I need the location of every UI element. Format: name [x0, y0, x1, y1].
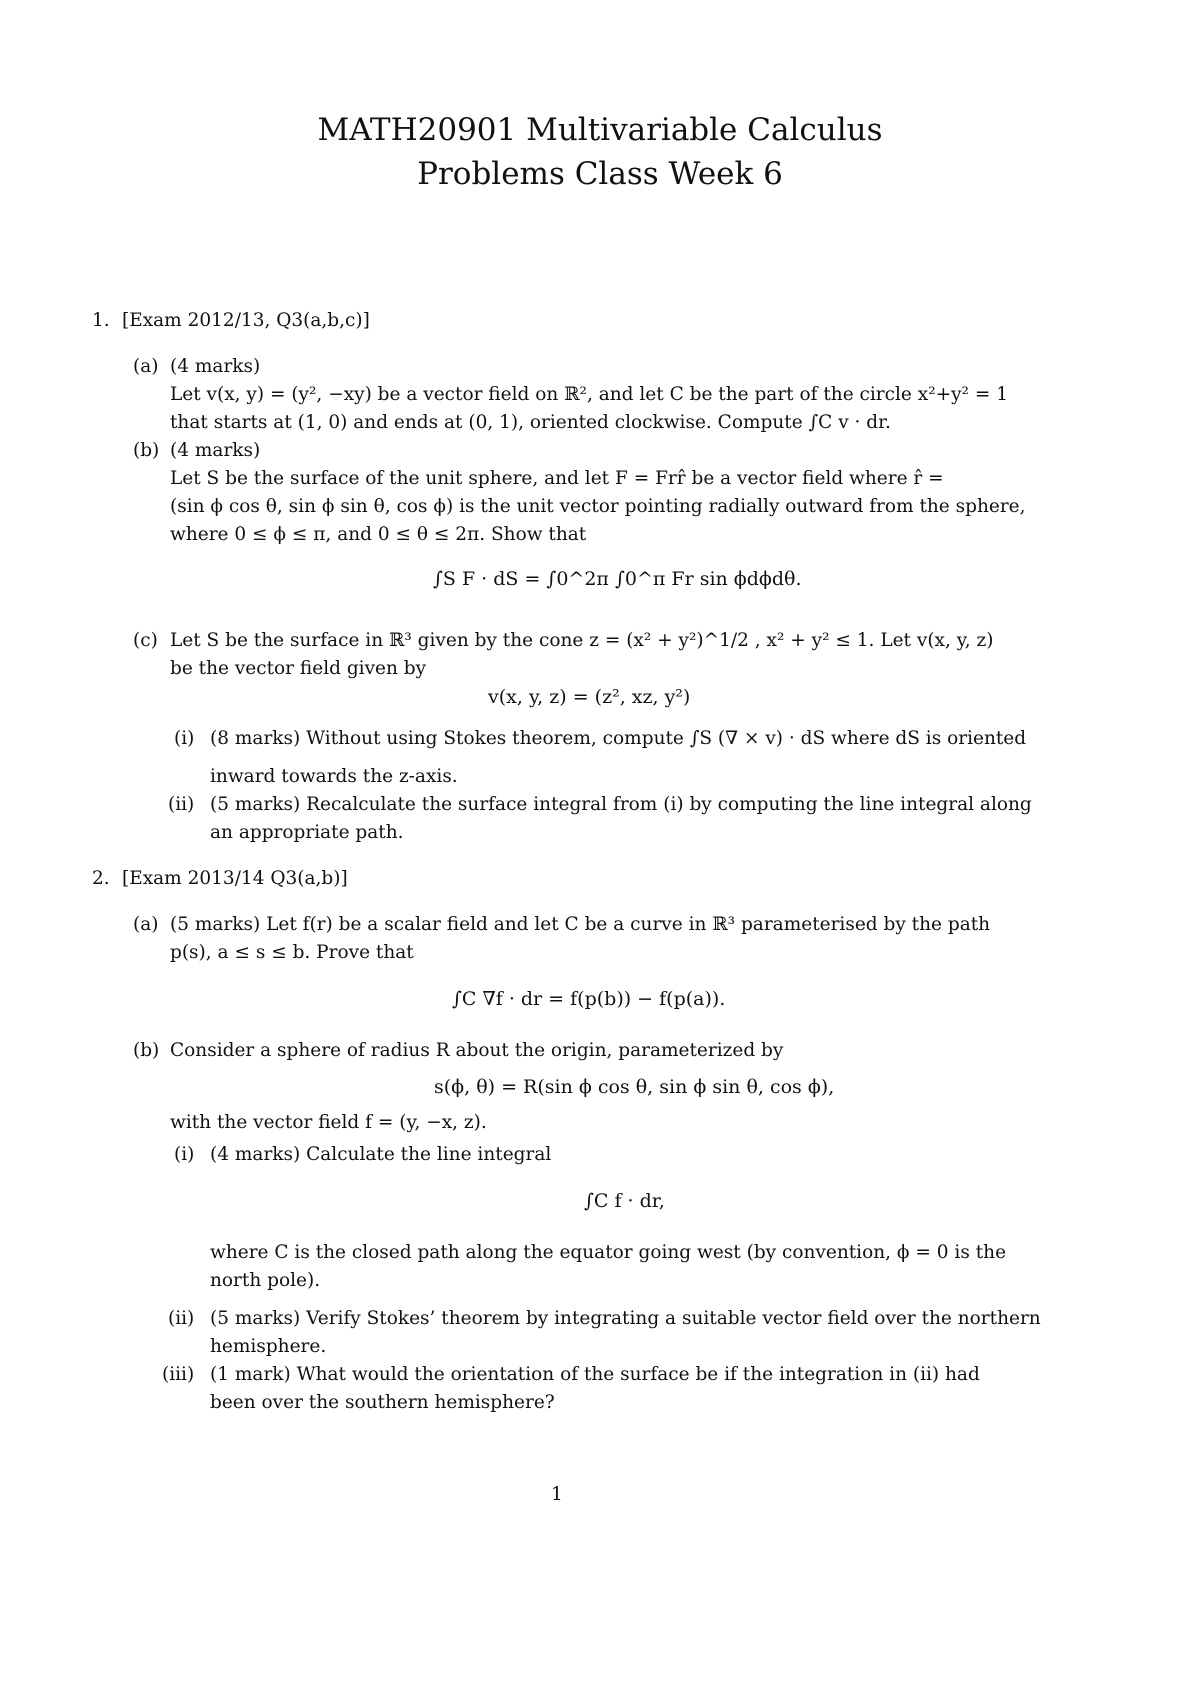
q1ci-label: (i) — [174, 728, 195, 749]
q1c-label: (c) — [133, 630, 158, 651]
q2bi-line-2: where C is the closed path along the equator going west (by convention, ϕ = 0 is the — [210, 1242, 1007, 1263]
q2bi-equation: ∫C f · dr, — [584, 1190, 665, 1212]
q1b-label: (b) — [133, 440, 160, 461]
document-title — [0, 112, 1200, 148]
q2bii-label: (ii) — [168, 1308, 195, 1329]
q1a-marks: (4 marks) — [170, 356, 261, 377]
q1-number: 1. — [92, 310, 110, 331]
q1c-line-2: be the vector field given by — [170, 658, 427, 679]
q1cii-line-1: (5 marks) Recalculate the surface integral from (i) by computing the line integral along — [210, 794, 1032, 815]
q2biii-line-2: been over the southern hemisphere? — [210, 1392, 555, 1413]
q1-header: [Exam 2012/13, Q3(a,b,c)] — [122, 310, 370, 331]
title-line-1: MATH20901 Multivariable Calculus — [317, 112, 883, 148]
q2-header: [Exam 2013/14 Q3(a,b)] — [122, 868, 348, 889]
q2biii-line-1: (1 mark) What would the orientation of the surface be if the integration in (ii) had — [210, 1364, 980, 1385]
q2bi-line-1: (4 marks) Calculate the line integral — [210, 1144, 552, 1165]
q1a-line-1-text: Let v(x, y) = (y², −xy) be a vector field on ℝ², and let C be the part of the circle x²+y² = 1 — [170, 384, 1009, 405]
q1ci-line-2: inward towards the z-axis. — [210, 766, 458, 787]
q1ci-line-1: (8 marks) Without using Stokes theorem, compute ∫S (∇ × v) · dS where dS is oriented — [210, 728, 1027, 749]
q1b-line-3: where 0 ≤ ϕ ≤ π, and 0 ≤ θ ≤ 2π. Show that — [170, 524, 587, 545]
q2b-equation: s(ϕ, θ) = R(sin ϕ cos θ, sin ϕ sin θ, cos ϕ), — [434, 1076, 835, 1098]
q1b-line-1: Let S be the surface of the unit sphere, and let F = Frr̂ be a vector field where r̂ = — [170, 468, 944, 489]
q1a-line-1 — [170, 386, 1042, 405]
q1b-equation: ∫S F · dS = ∫0^2π ∫0^π Fr sin ϕdϕdθ. — [433, 568, 802, 590]
q1a-line-2: that starts at (1, 0) and ends at (0, 1), oriented clockwise. Compute ∫C v · dr. — [170, 412, 891, 433]
document-subtitle — [0, 156, 1200, 192]
q1b-line-2: (sin ϕ cos θ, sin ϕ sin θ, cos ϕ) is the unit vector pointing radially outward from the sphere, — [170, 496, 1026, 517]
q2a-line-2: p(s), a ≤ s ≤ b. Prove that — [170, 942, 414, 963]
page-number: 1 — [551, 1484, 563, 1505]
q1b-marks: (4 marks) — [170, 440, 261, 461]
q2b-label: (b) — [133, 1040, 160, 1061]
q1c-line-1: Let S be the surface in ℝ³ given by the cone z = (x² + y²)^1/2 , x² + y² ≤ 1. Let v(x, y, z) — [170, 630, 994, 651]
q2b-line-1: Consider a sphere of radius R about the origin, parameterized by — [170, 1040, 784, 1061]
title-line-2: Problems Class Week 6 — [417, 156, 783, 192]
q2bi-line-3: north pole). — [210, 1270, 321, 1291]
q2a-equation: ∫C ∇f · dr = f(p(b)) − f(p(a)). — [452, 988, 726, 1010]
q1cii-line-2: an appropriate path. — [210, 822, 404, 843]
q2bii-line-2: hemisphere. — [210, 1336, 327, 1357]
q2a-line-1: (5 marks) Let f(r) be a scalar field and let C be a curve in ℝ³ parameterised by the path — [170, 914, 991, 935]
q2bi-label: (i) — [174, 1144, 195, 1165]
q2biii-label: (iii) — [162, 1364, 195, 1385]
q1cii-label: (ii) — [168, 794, 195, 815]
q2a-label: (a) — [133, 914, 159, 935]
q2-number: 2. — [92, 868, 110, 889]
q1a-label: (a) — [133, 356, 159, 377]
q2b-line-2: with the vector field f = (y, −x, z). — [170, 1112, 487, 1133]
q1c-equation: v(x, y, z) = (z², xz, y²) — [488, 686, 691, 708]
q2bii-line-1: (5 marks) Verify Stokes’ theorem by integrating a suitable vector field over the northern — [210, 1308, 1041, 1329]
